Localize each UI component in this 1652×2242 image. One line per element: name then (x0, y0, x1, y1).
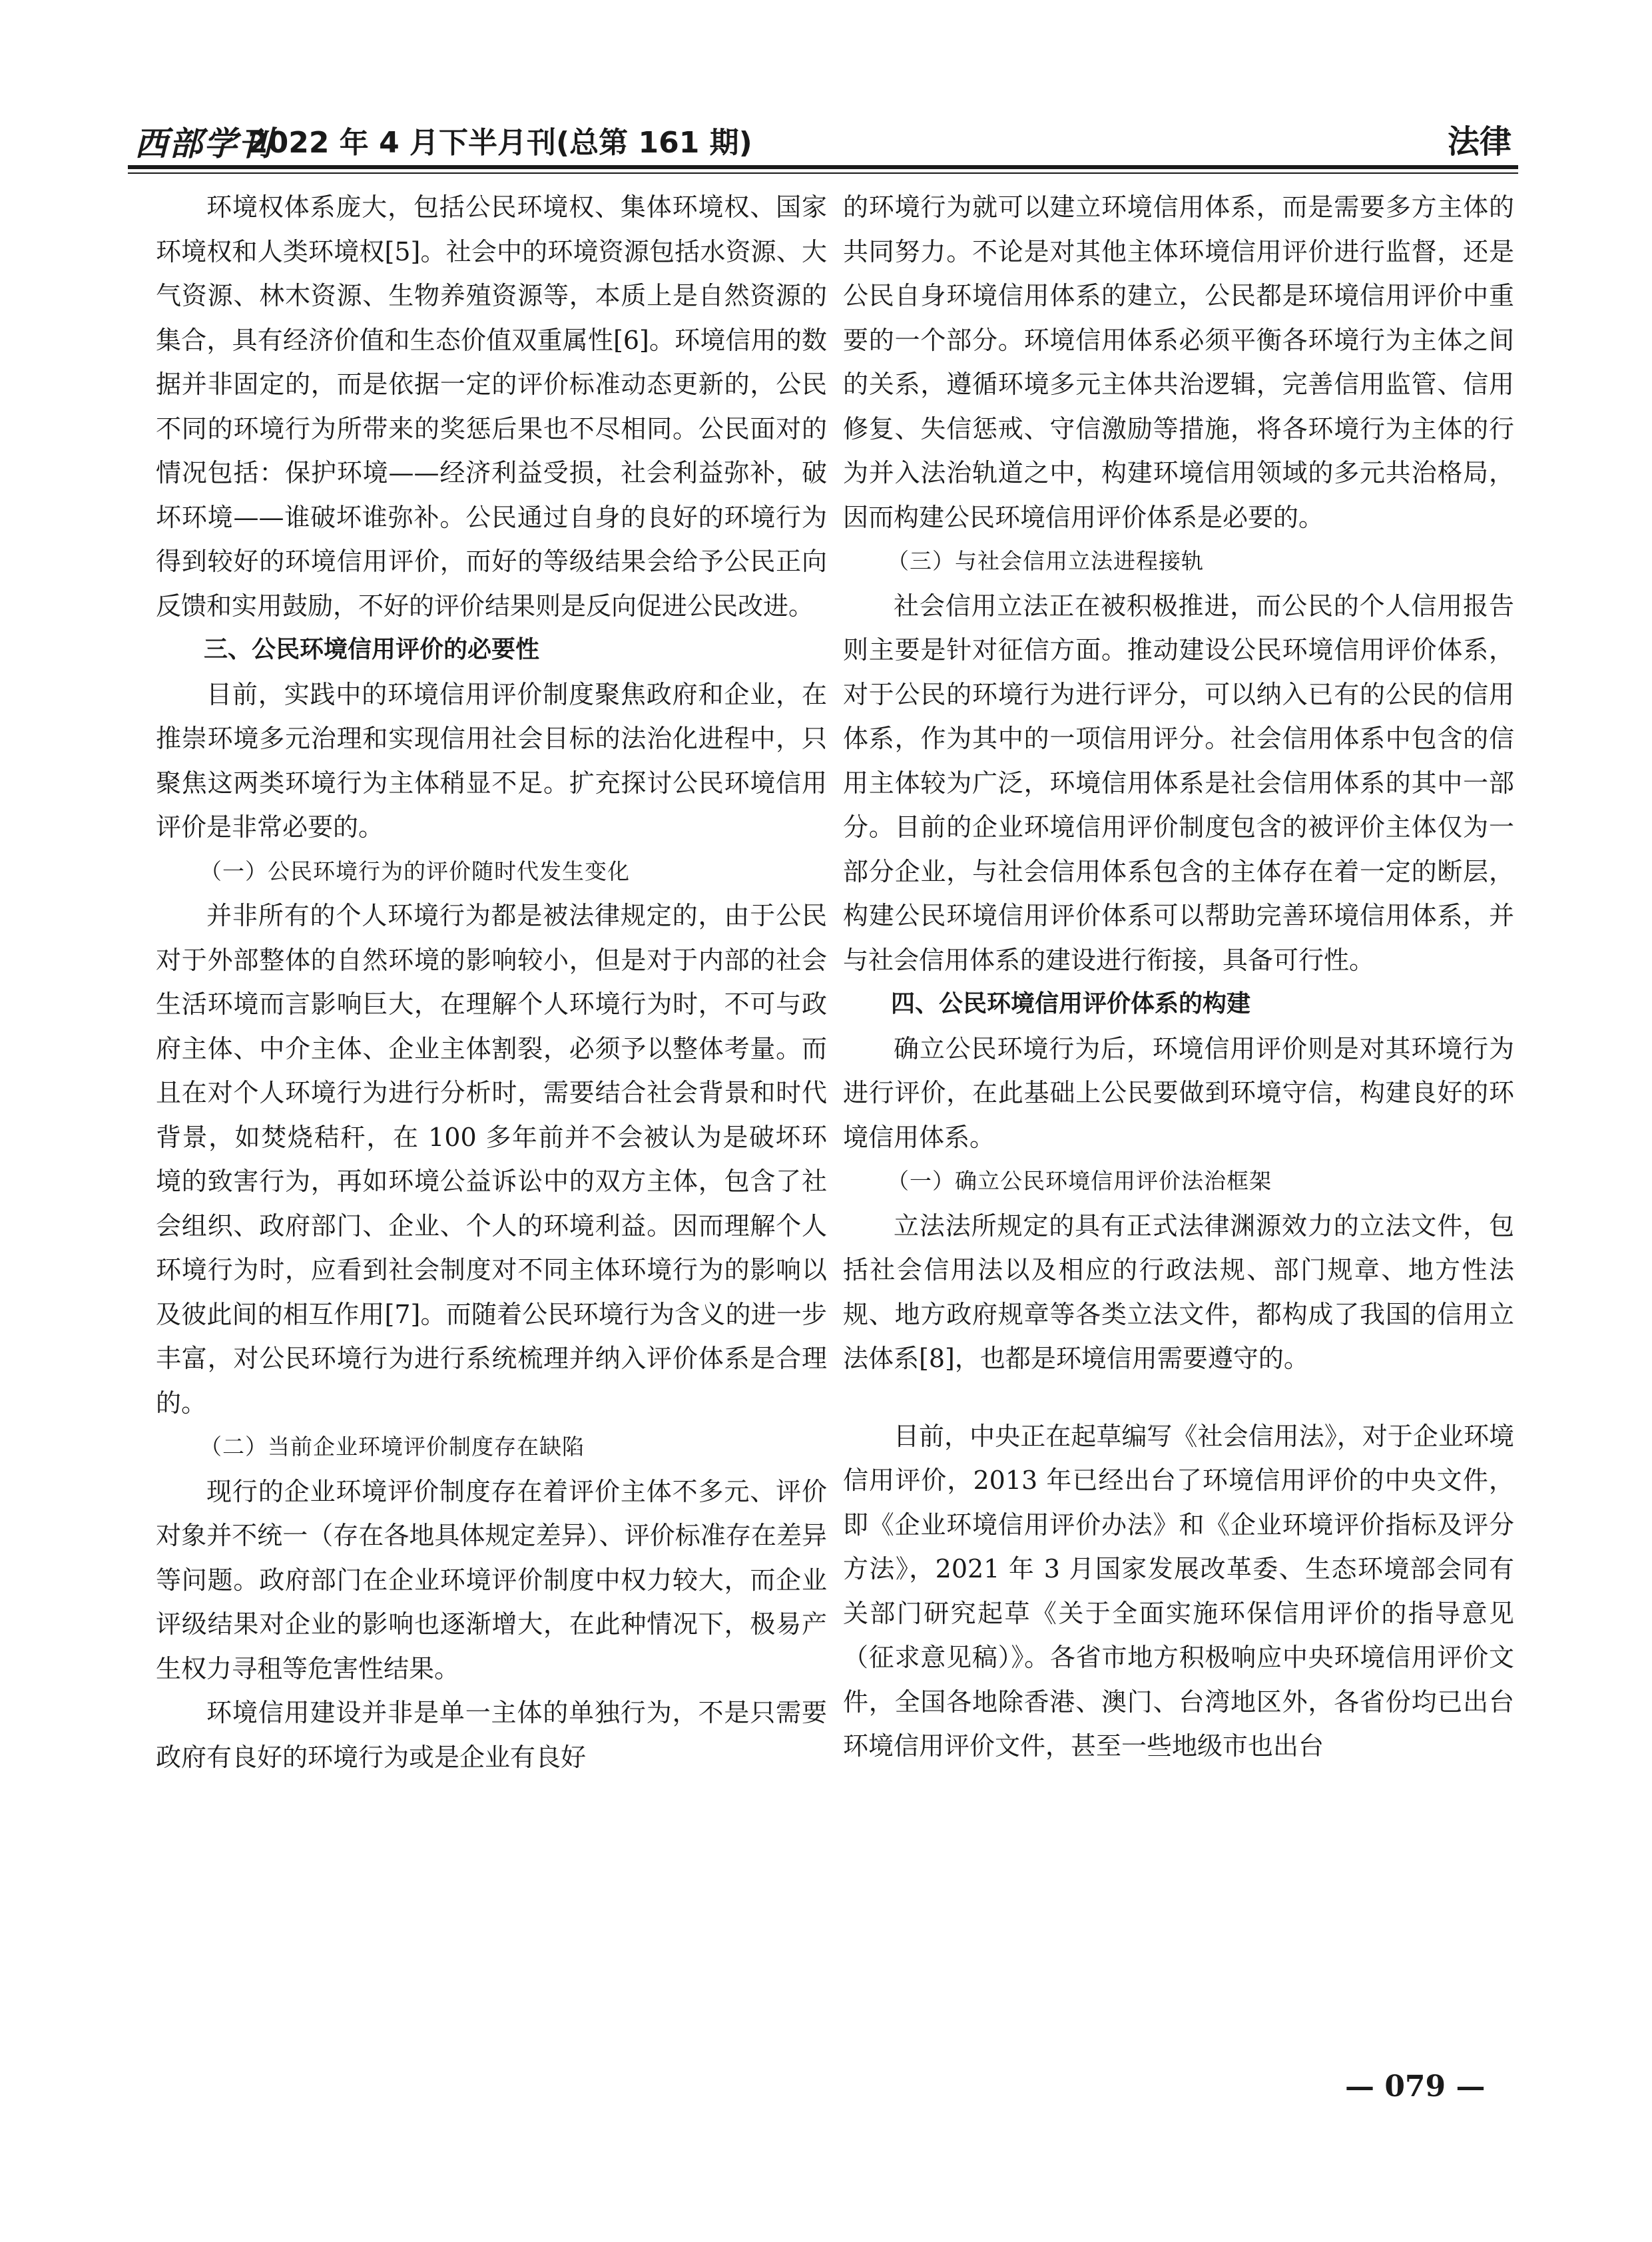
section-heading: 四、公民环境信用评价体系的构建 (891, 990, 1251, 1017)
body-paragraph: 目前，实践中的环境信用评价制度聚焦政府和企业，在推崇环境多元治理和实现信用社会目标的法治化进程中，只聚焦这两类环境行为主体稍显不足。扩充探讨公民环境信用评价是非常必要的。 (156, 679, 827, 842)
body-paragraph: 目前，中央正在起草编写《社会信用法》，对于企业环境信用评价，2013 年已经出台了环境信用评价的中央文件，即《企业环境信用评价办法》和《企业环境评价指标及评分方法》，2021 年 3 月国家发展改革委、生态环境部会同有关部门研究起草《关于全面实施环保信用评价的指导意见（征求意见稿）》。各省市地方积极响应中央环境信用评价文件，全国各地除香港、澳门、台湾地区外，各省份均已出台环境信用评价文件，甚至一些地级市也出台 (843, 1421, 1514, 1761)
subsection-heading: （三）与社会信用立法进程接轨 (887, 548, 1204, 574)
section-heading: 三、公民环境信用评价的必要性 (204, 636, 540, 663)
subsection-heading: （二）当前企业环境评价制度存在缺陷 (200, 1434, 585, 1460)
paragraph-gap (843, 1381, 1514, 1414)
running-header (128, 112, 1518, 162)
body-paragraph: 的环境行为就可以建立环境信用体系，而是需要多方主体的共同努力。不论是对其他主体环境信用评价进行监督，还是公民自身环境信用体系的建立，公民都是环境信用评价中重要的一个部分。环境信用体系必须平衡各环境行为主体之间的关系，遵循环境多元主体共治逻辑，完善信用监管、信用修复、失信惩戒、守信激励等措施，将各环境行为主体的行为并入法治轨道之中，构建环境信用领域的多元共治格局，因而构建公民环境信用评价体系是必要的。 (843, 192, 1514, 532)
body-paragraph: 环境信用建设并非是单一主体的单独行为，不是只需要政府有良好的环境行为或是企业有良好 (156, 1698, 827, 1772)
subsection-heading: （一）公民环境行为的评价随时代发生变化 (200, 858, 630, 884)
issue-info: 2022 年 4 月下半月刊(总第 161 期) (248, 126, 752, 160)
right-column (843, 185, 1514, 1769)
journal-logo: 西部学刊 (135, 124, 273, 163)
header-rule-thin (128, 172, 1518, 174)
body-paragraph: 环境权体系庞大，包括公民环境权、集体环境权、国家环境权和人类环境权[5]。社会中的环境资源包括水资源、大气资源、林木资源、生物养殖资源等，本质上是自然资源的集合，具有经济价值和生态价值双重属性[6]。环境信用的数据并非固定的，而是依据一定的评价标准动态更新的，公民不同的环境行为所带来的奖惩后果也不尽相同。公民面对的情况包括：保护环境——经济利益受损，社会利益弥补，破坏环境——谁破坏谁弥补。公民通过自身的良好的环境行为得到较好的环境信用评价，而好的等级结果会给予公民正向反馈和实用鼓励，不好的评价结果则是反向促进公民改进。 (156, 192, 827, 621)
body-paragraph: 现行的企业环境评价制度存在着评价主体不多元、评价对象并不统一（存在各地具体规定差异）、评价标准存在差异等问题。政府部门在企业环境评价制度中权力较大，而企业评级结果对企业的影响也逐渐增大，在此种情况下，极易产生权力寻租等危害性结果。 (156, 1476, 827, 1683)
body-paragraph: 并非所有的个人环境行为都是被法律规定的，由于公民对于外部整体的自然环境的影响较小，但是对于内部的社会生活环境而言影响巨大，在理解个人环境行为时，不可与政府主体、中介主体、企业主体割裂，必须予以整体考量。而且在对个人环境行为进行分析时，需要结合社会背景和时代背景，如焚烧秸秆，在 100 多年前并不会被认为是破坏环境的致害行为，再如环境公益诉讼中的双方主体，包含了社会组织、政府部门、企业、个人的环境利益。因而理解个人环境行为时，应看到社会制度对不同主体环境行为的影响以及彼此间的相互作用[7]。而随着公民环境行为含义的进一步丰富，对公民环境行为进行系统梳理并纳入评价体系是合理的。 (156, 901, 827, 1418)
body-paragraph: 立法法所规定的具有正式法律渊源效力的立法文件，包括社会信用法以及相应的行政法规、部门规章、地方性法规、地方政府规章等各类立法文件，都构成了我国的信用立法体系[8]，也都是环境信用需要遵守的。 (843, 1211, 1514, 1373)
page-number: — 079 — (1345, 2070, 1486, 2103)
left-column (156, 185, 827, 1779)
subsection-heading: （一）确立公民环境信用评价法治框架 (887, 1168, 1272, 1194)
body-paragraph: 确立公民环境行为后，环境信用评价则是对其环境行为进行评价，在此基础上公民要做到环境守信，构建良好的环境信用体系。 (843, 1033, 1514, 1152)
body-paragraph: 社会信用立法正在被积极推进，而公民的个人信用报告则主要是针对征信方面。推动建设公民环境信用评价体系，对于公民的环境行为进行评分，可以纳入已有的公民的信用体系，作为其中的一项信用评分。社会信用体系中包含的信用主体较为广泛，环境信用体系是社会信用体系的其中一部分。目前的企业环境信用评价制度包含的被评价主体仅为一部分企业，与社会信用体系包含的主体存在着一定的断层，构建公民环境信用评价体系可以帮助完善环境信用体系，并与社会信用体系的建设进行衔接，具备可行性。 (843, 591, 1514, 975)
section-label: 法律 (1447, 123, 1512, 160)
header-rule-thick (128, 165, 1518, 169)
